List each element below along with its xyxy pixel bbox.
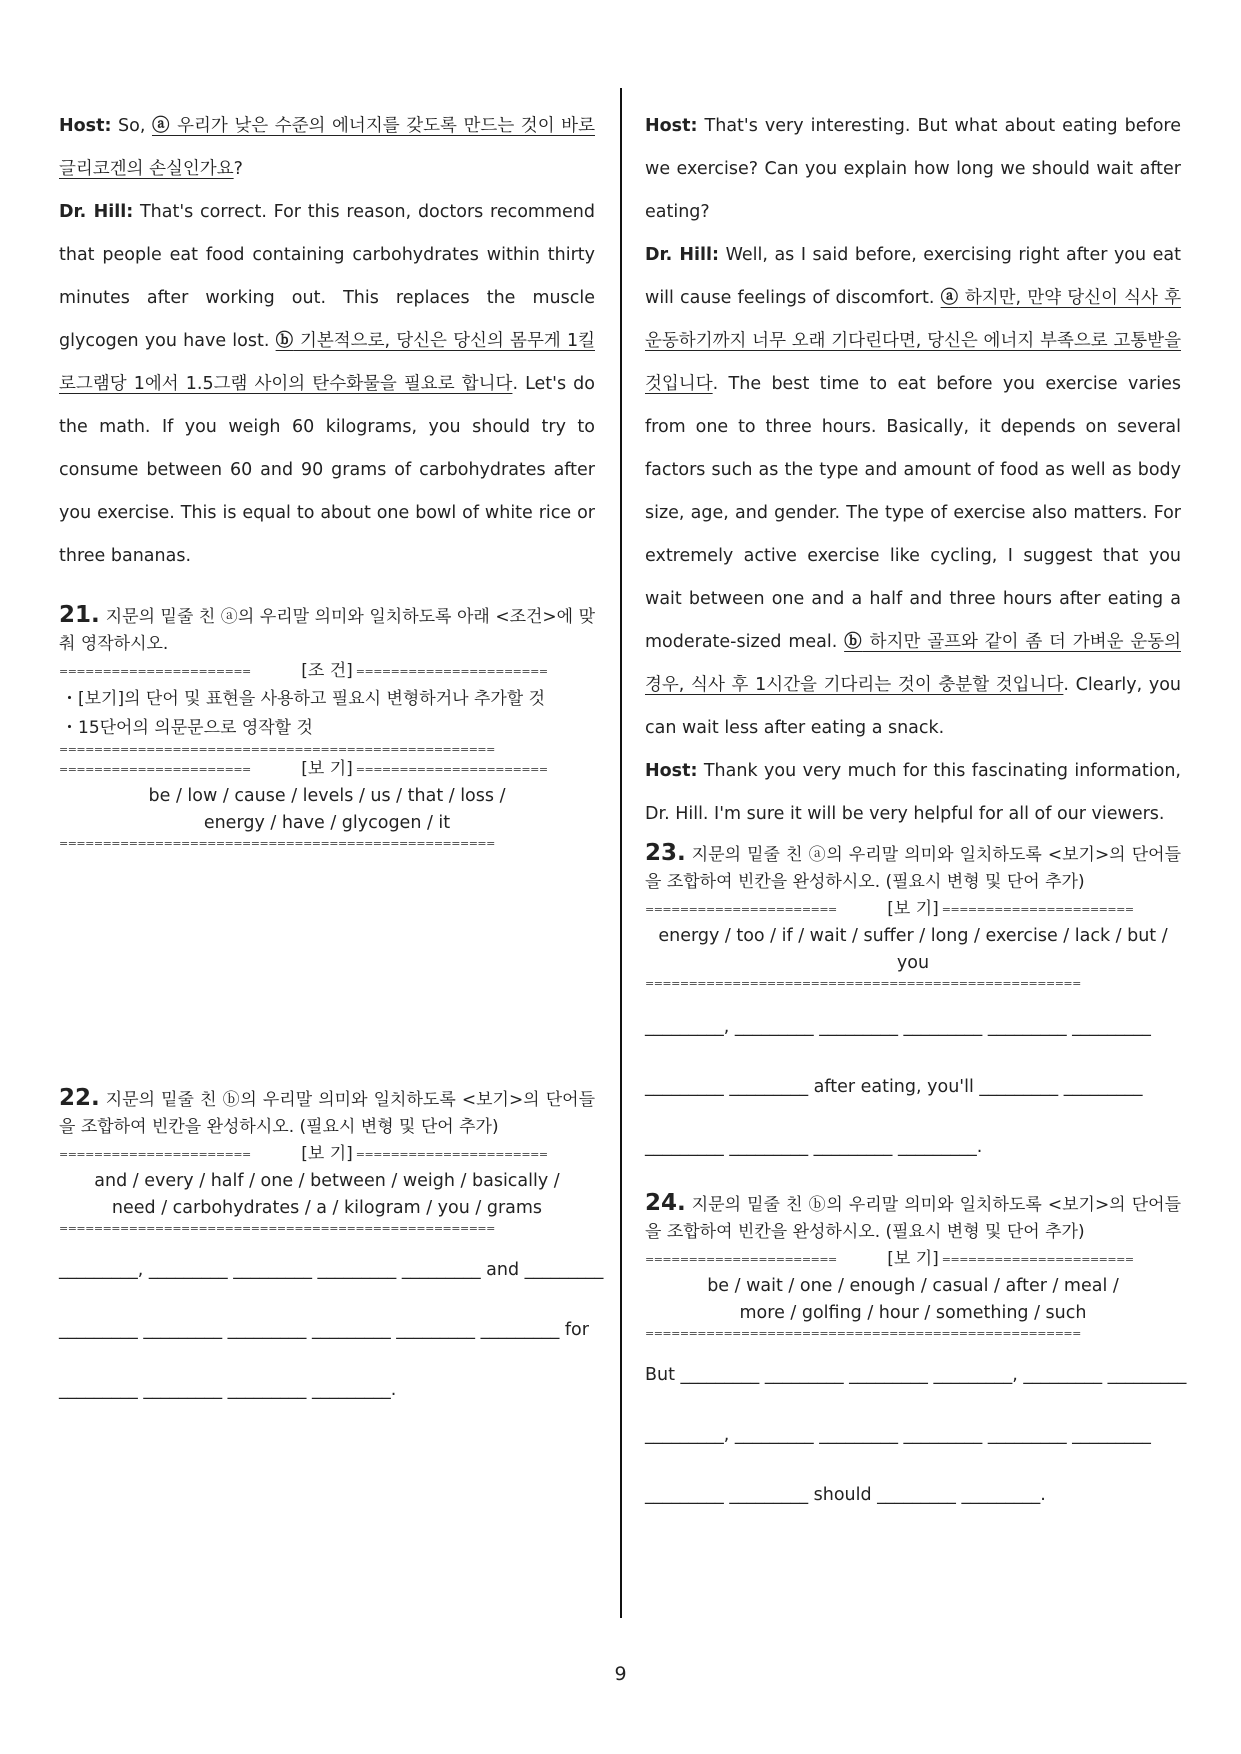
- question-23: [645, 840, 1181, 1162]
- passage-paragraph: Host: Thank you very much for this fascinating information, Dr. Hill. I'm sure it will be very helpful for all of our viewers.: [645, 761, 1181, 824]
- question-prompt: 21. 지문의 밑줄 친 ⓐ의 우리말 의미와 일치하도록 아래 <조건>에 맞춰 영작하시오.: [59, 602, 595, 654]
- column-divider: [620, 88, 622, 1618]
- word-box-header: ====================== [보 기] ======================: [59, 756, 595, 783]
- speaker-label: Host:: [645, 116, 698, 136]
- question-number: 24.: [645, 1190, 686, 1216]
- answer-line[interactable]: _________, _________ _________ _________ _________ and _________: [59, 1260, 604, 1280]
- word-list: energy / have / glycogen / it: [203, 813, 451, 833]
- word-list: be / wait / one / enough / casual / after / meal /: [707, 1276, 1119, 1296]
- question-21: [59, 602, 595, 850]
- answer-line[interactable]: _________, _________ _________ _________ _________ _________: [645, 1425, 1151, 1445]
- question-number: 21.: [59, 602, 100, 628]
- question-prompt: 23. 지문의 밑줄 친 ⓐ의 우리말 의미와 일치하도록 <보기>의 단어들을 조합하여 빈칸을 완성하시오. (필요시 변형 및 단어 추가): [645, 840, 1181, 892]
- answer-line[interactable]: But _________ _________ _________ _________, _________ _________: [645, 1365, 1187, 1385]
- word-list: be / low / cause / levels / us / that / loss /: [148, 786, 506, 806]
- word-box-header: ====================== [보 기] ======================: [59, 1141, 595, 1168]
- marker-a: ⓐ: [151, 116, 171, 136]
- separator: ==================================================: [59, 1222, 495, 1235]
- page-number: 9: [614, 1663, 627, 1685]
- word-box-label: [보 기]: [887, 1249, 939, 1269]
- question-number: 23.: [645, 840, 686, 866]
- right-column: [645, 105, 1187, 1505]
- word-box-header: ====================== [보 기] ======================: [645, 896, 1181, 923]
- word-box-header: ====================== [보 기] ======================: [645, 1246, 1181, 1273]
- left-column: [59, 105, 604, 1400]
- question-prompt: 24. 지문의 밑줄 친 ⓑ의 우리말 의미와 일치하도록 <보기>의 단어들을 조합하여 빈칸을 완성하시오. (필요시 변형 및 단어 추가): [645, 1190, 1181, 1242]
- passage-paragraph: Host: That's very interesting. But what about eating before we exercise? Can you explain how long we should wait after eating?: [645, 116, 1181, 222]
- answer-line[interactable]: _________ _________ _________ _________.: [645, 1137, 983, 1157]
- underlined-korean: ⓑ 하지만 골프와 같이 좀 더 가벼운 운동의 경우, 식사 후 1시간을 기다리는 것이 충분할 것입니다: [645, 632, 1181, 695]
- separator: ==================================================: [59, 837, 495, 850]
- word-list: more / golfing / hour / something / such: [739, 1303, 1087, 1323]
- separator: ==================================================: [645, 1327, 1081, 1340]
- passage-paragraph: Dr. Hill: That's correct. For this reason, doctors recommend that people eat food containing carbohydrates within thirty minutes after working out. This replaces the muscle glycogen you have lost. ⓑ 기본적으로, 당신은 당신의 몸무게 1킬로그램당 1에서 1.5그램 사이의 탄수화물을 필요로 합니다. Let's do the math. If you weigh 60 kilograms, you should try to consume between 60 and 90 grams of carbohydrates after you exercise. This is equal to about one bowl of white rice or three bananas.: [59, 202, 595, 566]
- marker-b: ⓑ: [844, 632, 863, 652]
- question-number: 22.: [59, 1085, 100, 1111]
- word-box-label: [보 기]: [301, 759, 353, 779]
- speaker-label: Host:: [645, 761, 698, 781]
- separator: ==================================================: [59, 743, 495, 756]
- condition-box-header: ====================== [조 건] ======================: [59, 658, 595, 685]
- question-prompt: 22. 지문의 밑줄 친 ⓑ의 우리말 의미와 일치하도록 <보기>의 단어들을 조합하여 빈칸을 완성하시오. (필요시 변형 및 단어 추가): [59, 1085, 595, 1137]
- underlined-korean: ⓐ 우리가 낮은 수준의 에너지를 갖도록 만드는 것이 바로 글리코겐의 손실인가요: [59, 116, 595, 179]
- separator: ==================================================: [645, 977, 1081, 990]
- speaker-label: Dr. Hill:: [645, 245, 720, 265]
- word-box-label: [보 기]: [301, 1144, 353, 1164]
- question-24: [645, 1190, 1187, 1510]
- passage-paragraph: Dr. Hill: Well, as I said before, exercising right after you eat will cause feelings of discomfort. ⓐ 하지만, 만약 당신이 식사 후 운동하기까지 너무 오래 기다린다면, 당신은 에너지 부족으로 고통받을 것입니다. The best time to eat before you exercise varies from one to three hours. Basically, it depends on several factors such as the type and amount of food as well as body size, age, and gender. The type of exercise also matters. For extremely active exercise like cycling, I suggest that you wait between one and a half and three hours after eating a moderate-sized meal. ⓑ 하지만 골프와 같이 좀 더 가벼운 운동의 경우, 식사 후 1시간을 기다리는 것이 충분할 것입니다. Clearly, you can wait less after eating a snack.: [645, 245, 1182, 738]
- answer-line[interactable]: _________ _________ should _________ _________.: [645, 1485, 1046, 1505]
- word-list: and / every / half / one / between / weigh / basically /: [94, 1171, 560, 1191]
- condition-item: ・15단어의 의문문으로 영작할 것: [61, 718, 313, 738]
- underlined-korean: ⓑ 기본적으로, 당신은 당신의 몸무게 1킬로그램당 1에서 1.5그램 사이의 탄수화물을 필요로 합니다: [59, 331, 595, 394]
- word-list: need / carbohydrates / a / kilogram / you / grams: [111, 1198, 543, 1218]
- speaker-label: Dr. Hill:: [59, 202, 134, 222]
- word-box-label: [보 기]: [887, 899, 939, 919]
- answer-line[interactable]: _________ _________ _________ _________ _________ _________ for: [59, 1320, 589, 1340]
- answer-line[interactable]: _________ _________ after eating, you'll _________ _________: [645, 1077, 1143, 1097]
- condition-item: ・[보기]의 단어 및 표현을 사용하고 필요시 변형하거나 추가할 것: [61, 689, 546, 709]
- condition-label: [조 건]: [301, 661, 353, 681]
- question-22: [59, 1085, 604, 1405]
- marker-a: ⓐ: [940, 288, 959, 308]
- speaker-label: Host:: [59, 116, 112, 136]
- marker-b: ⓑ: [275, 331, 294, 351]
- word-list: energy / too / if / wait / suffer / long / exercise / lack / but / you: [658, 926, 1168, 973]
- passage-paragraph: Host: So, ⓐ 우리가 낮은 수준의 에너지를 갖도록 만드는 것이 바로 글리코겐의 손실인가요?: [59, 116, 595, 179]
- answer-line[interactable]: _________ _________ _________ _________.: [59, 1380, 397, 1400]
- answer-line[interactable]: _________, _________ _________ _________ _________ _________: [645, 1017, 1151, 1037]
- underlined-korean: ⓐ 하지만, 만약 당신이 식사 후 운동하기까지 너무 오래 기다린다면, 당신은 에너지 부족으로 고통받을 것입니다: [645, 288, 1182, 394]
